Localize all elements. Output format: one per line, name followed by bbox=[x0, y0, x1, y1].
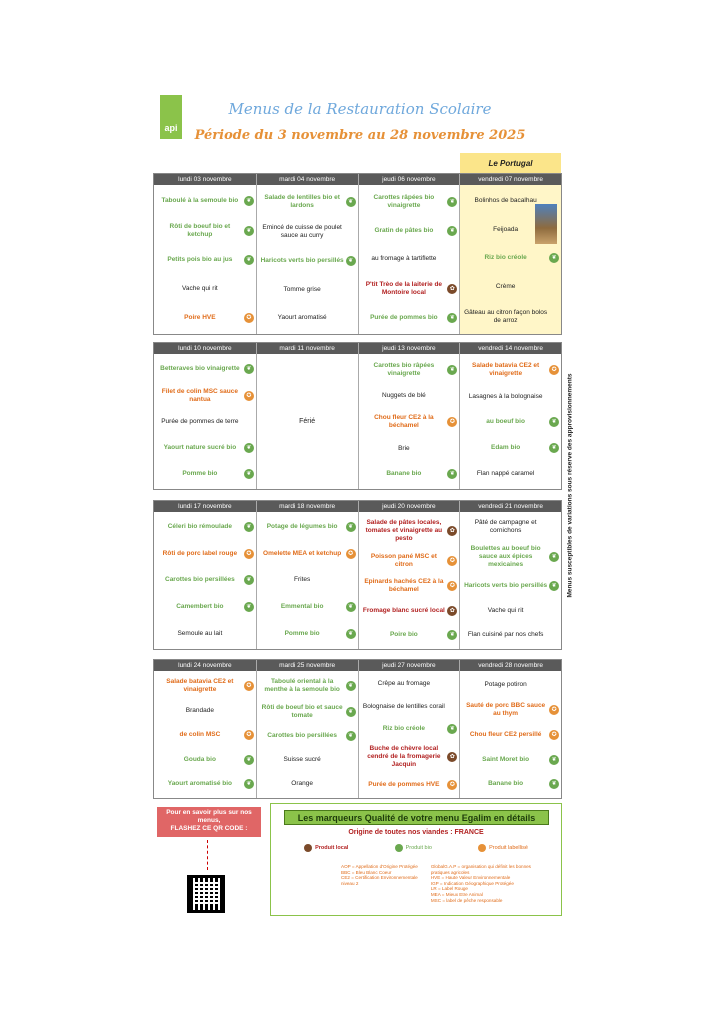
menu-item bbox=[154, 194, 256, 208]
bio-leaf-icon: ❦ bbox=[244, 364, 254, 374]
menu-item-text: Nuggets de blé bbox=[382, 392, 426, 400]
menu-item bbox=[359, 224, 460, 238]
menu-item bbox=[460, 309, 561, 325]
day-column bbox=[459, 660, 561, 798]
menu-item-text: Haricots verts bio persillés bbox=[464, 582, 548, 590]
week-grid bbox=[153, 342, 562, 490]
menu-item bbox=[460, 415, 561, 429]
menu-item bbox=[257, 547, 358, 561]
menu-item-text: Vache qui rit bbox=[487, 606, 524, 614]
menu-item bbox=[154, 600, 256, 614]
menu-item-text: Potage de légumes bio bbox=[266, 523, 338, 531]
menu-item bbox=[359, 677, 460, 691]
menu-item bbox=[359, 722, 460, 736]
menu-items bbox=[257, 185, 358, 334]
menu-item bbox=[460, 441, 561, 455]
legend-label-label: Produit labellisé bbox=[489, 845, 528, 851]
menu-item bbox=[359, 311, 460, 325]
menu-item bbox=[359, 628, 460, 642]
menu-item-text: Tomme grise bbox=[283, 285, 321, 293]
day-column bbox=[256, 174, 358, 334]
menu-item-text: Emmental bio bbox=[280, 603, 324, 611]
menu-item-text: Potage potiron bbox=[484, 681, 527, 689]
menu-item-text: Yaourt aromatisé bio bbox=[167, 779, 233, 787]
bio-leaf-icon: ❦ bbox=[346, 602, 356, 612]
menu-item-text: Banane bio bbox=[386, 470, 422, 478]
bio-leaf-icon: ❦ bbox=[244, 755, 254, 765]
menu-item bbox=[154, 388, 256, 404]
menu-item bbox=[460, 362, 561, 378]
day-header: jeudi 20 novembre bbox=[359, 501, 460, 512]
menu-item bbox=[154, 678, 256, 694]
day-column bbox=[358, 343, 460, 489]
menu-item bbox=[460, 728, 561, 742]
menu-item-text: Salade de lentilles bio et lardons bbox=[264, 194, 340, 210]
menu-item-text: Pâté de campagne et cornichons bbox=[474, 519, 537, 535]
menu-item-text: Epinards hachés CE2 à la béchamel bbox=[364, 578, 444, 594]
label-medal-icon: ✪ bbox=[244, 313, 254, 323]
menu-item bbox=[460, 579, 561, 593]
menu-item bbox=[460, 753, 561, 767]
menu-item bbox=[257, 573, 358, 587]
menu-item-text: Salade de pâtes locales, tomates et vinaigrette au pesto bbox=[365, 518, 443, 542]
menu-item bbox=[460, 467, 561, 481]
legend-origin: Origine de toutes nos viandes : FRANCE bbox=[348, 829, 484, 836]
bio-leaf-icon: ❦ bbox=[447, 365, 457, 375]
menu-item-text: Salade batavia CE2 et vinaigrette bbox=[166, 678, 234, 694]
week-grid bbox=[153, 500, 562, 650]
menu-item-text: Bolognaise de lentilles corail bbox=[362, 702, 445, 710]
menu-item-text: Orange bbox=[291, 780, 313, 788]
menu-items bbox=[257, 512, 358, 649]
menu-item bbox=[154, 441, 256, 455]
menu-item-text: P'tit Trèo de la laiterie de Montoire local bbox=[365, 280, 443, 296]
day-column bbox=[256, 660, 358, 798]
menu-item bbox=[460, 390, 561, 404]
bio-leaf-icon: ❦ bbox=[346, 681, 356, 691]
menu-item-text: Petits pois bio au jus bbox=[167, 256, 233, 264]
day-column bbox=[256, 343, 358, 489]
menu-item bbox=[460, 678, 561, 692]
menu-item-text: Yaourt aromatisé bbox=[277, 313, 327, 321]
menu-item bbox=[257, 627, 358, 641]
menu-item-text: Salade batavia CE2 et vinaigrette bbox=[472, 361, 540, 377]
bio-leaf-icon: ❦ bbox=[346, 197, 356, 207]
menu-item-text: Filet de colin MSC sauce nantua bbox=[161, 387, 238, 403]
menu-item-text: Gouda bio bbox=[183, 755, 216, 763]
menu-item bbox=[359, 467, 460, 481]
menu-item bbox=[154, 547, 256, 561]
menu-item bbox=[359, 578, 460, 594]
menu-item bbox=[359, 389, 460, 403]
info-line-1: Pour en savoir plus sur nos bbox=[166, 809, 252, 816]
menu-item bbox=[154, 728, 256, 742]
label-medal-icon: ✪ bbox=[447, 556, 457, 566]
menu-item bbox=[257, 777, 358, 791]
menu-item-text: Betteraves bio vinaigrette bbox=[160, 364, 240, 372]
bio-leaf-icon bbox=[395, 844, 403, 852]
label-medal-icon bbox=[478, 844, 486, 852]
menu-item-text: Rôti de boeuf bio et ketchup bbox=[169, 222, 231, 238]
menu-item bbox=[154, 311, 256, 325]
menu-item-text: Vache qui rit bbox=[182, 285, 218, 293]
page-title: Menus de la Restauration Scolaire bbox=[228, 100, 492, 118]
menu-item-text: Purée de pommes de terre bbox=[161, 418, 239, 426]
menu-item bbox=[359, 604, 460, 618]
info-line-2: menus, bbox=[197, 817, 221, 824]
menu-item-text: Taboulé à la semoule bio bbox=[161, 197, 239, 205]
day-column bbox=[154, 343, 256, 489]
menu-items bbox=[257, 671, 358, 798]
menu-item bbox=[359, 519, 460, 543]
menu-item-text: Haricots verts bio persillés bbox=[260, 257, 344, 265]
bio-leaf-icon: ❦ bbox=[549, 552, 559, 562]
menu-item-text: Crème bbox=[495, 283, 516, 291]
menu-item bbox=[257, 600, 358, 614]
menu-item bbox=[257, 704, 358, 720]
menu-item bbox=[257, 729, 358, 743]
theme-label: Le Portugal bbox=[460, 153, 561, 173]
menu-item bbox=[460, 604, 561, 618]
day-header: lundi 03 novembre bbox=[154, 174, 256, 185]
local-icon: ✿ bbox=[447, 752, 457, 762]
bio-leaf-icon: ❦ bbox=[244, 779, 254, 789]
legend-title: Les marqueurs Qualité de votre menu Egalim en détails bbox=[284, 810, 549, 825]
menu-item-text: Edam bio bbox=[490, 444, 521, 452]
bio-leaf-icon: ❦ bbox=[244, 602, 254, 612]
bio-leaf-icon: ❦ bbox=[346, 629, 356, 639]
menu-item-text: au fromage à tartiflette bbox=[371, 255, 437, 263]
legend-bio bbox=[395, 844, 432, 852]
bio-leaf-icon: ❦ bbox=[549, 253, 559, 263]
info-line-3: FLASHEZ CE QR CODE : bbox=[170, 825, 248, 832]
menu-item-text: Lasagnes à la bolognaise bbox=[468, 392, 543, 400]
qr-code[interactable] bbox=[187, 875, 225, 913]
bio-leaf-icon: ❦ bbox=[549, 443, 559, 453]
day-header: jeudi 13 novembre bbox=[359, 343, 460, 354]
day-header: vendredi 28 novembre bbox=[460, 660, 561, 671]
bio-leaf-icon: ❦ bbox=[346, 522, 356, 532]
menu-item-text: Flan nappé caramel bbox=[476, 470, 535, 478]
menu-item bbox=[154, 520, 256, 534]
menu-item-text: Feijoada bbox=[493, 225, 519, 233]
menu-items bbox=[154, 512, 256, 649]
menu-item-text: Suisse sucré bbox=[283, 756, 321, 764]
menu-item bbox=[154, 627, 256, 641]
menu-item bbox=[257, 283, 358, 297]
menu-item-text: Yaourt nature sucré bio bbox=[163, 444, 237, 452]
day-column bbox=[459, 174, 561, 334]
week-grid bbox=[153, 173, 562, 335]
day-column bbox=[154, 174, 256, 334]
menu-item-text: Pomme bio bbox=[284, 629, 320, 637]
legend-local bbox=[304, 844, 348, 852]
legend-defs-right: GlobalG.A.P = organisation qui définit les bonnes pratiques agricoles HVE = Haute Valeur Environnementale IGP = Indication Géographique Protégée LR = Label Rouge MEA = Mieux Etre Animal MSC = label de pêche responsable bbox=[430, 864, 531, 903]
period-subtitle: Période du 3 novembre au 28 novembre 2025 bbox=[194, 128, 526, 143]
menu-items bbox=[359, 185, 460, 334]
legend-defs-left: AOP = Appellation d'Origine Protégée BBC = Bleu Blanc Coeur CE2 = Certification Environnementale niveau 2 bbox=[341, 864, 418, 886]
bio-leaf-icon: ❦ bbox=[549, 417, 559, 427]
menu-item-text: Carottes bio râpées vinaigrette bbox=[373, 361, 435, 377]
label-medal-icon: ✪ bbox=[447, 581, 457, 591]
menu-item bbox=[154, 415, 256, 429]
menu-item-text: Fromage blanc sucré local bbox=[362, 607, 445, 615]
menu-item-text: Boulettes au boeuf bio sauce aux épices mexicaines bbox=[470, 545, 541, 569]
bio-leaf-icon: ❦ bbox=[346, 731, 356, 741]
bio-leaf-icon: ❦ bbox=[244, 469, 254, 479]
label-medal-icon: ✪ bbox=[244, 549, 254, 559]
menu-item bbox=[359, 553, 460, 569]
menu-item bbox=[359, 700, 460, 714]
menu-item-text: Poire HVE bbox=[184, 313, 216, 321]
menu-item-text: Taboulé oriental à la menthe à la semoule bio bbox=[264, 677, 340, 693]
menu-item bbox=[359, 281, 460, 297]
menu-item bbox=[154, 362, 256, 376]
menu-item bbox=[257, 194, 358, 210]
legend-label bbox=[478, 844, 528, 852]
legend-local-label: Produit local bbox=[315, 845, 349, 851]
menu-item bbox=[154, 704, 256, 718]
menu-item bbox=[460, 519, 561, 535]
menu-item-text: Camembert bio bbox=[176, 603, 224, 611]
menu-item bbox=[257, 678, 358, 694]
day-column bbox=[459, 501, 561, 649]
menu-item bbox=[154, 282, 256, 296]
menu-item bbox=[257, 311, 358, 325]
bio-leaf-icon: ❦ bbox=[244, 226, 254, 236]
bio-leaf-icon: ❦ bbox=[447, 724, 457, 734]
menu-item bbox=[257, 520, 358, 534]
menu-item bbox=[460, 545, 561, 569]
menu-item bbox=[154, 253, 256, 267]
bio-leaf-icon: ❦ bbox=[244, 196, 254, 206]
menu-item-text: Riz bio créole bbox=[382, 725, 425, 733]
menu-item bbox=[154, 573, 256, 587]
menu-item-text: Rôti de porc label rouge bbox=[162, 549, 238, 557]
menu-item-text: Banane bio bbox=[488, 779, 524, 787]
bio-leaf-icon: ❦ bbox=[244, 522, 254, 532]
menu-item bbox=[257, 254, 358, 268]
menu-item bbox=[154, 223, 256, 239]
day-header: vendredi 07 novembre bbox=[460, 174, 561, 185]
menu-item-text: Purée de pommes HVE bbox=[368, 780, 440, 788]
bio-leaf-icon: ❦ bbox=[447, 226, 457, 236]
day-column bbox=[154, 660, 256, 798]
label-medal-icon: ✪ bbox=[549, 365, 559, 375]
menu-item bbox=[460, 702, 561, 718]
menu-item-text: de colin MSC bbox=[179, 731, 221, 739]
menu-item-text: Pomme bio bbox=[182, 470, 218, 478]
menu-items bbox=[359, 512, 460, 649]
day-header: jeudi 27 novembre bbox=[359, 660, 460, 671]
menu-item-text: Brie bbox=[398, 444, 410, 452]
menu-item bbox=[257, 753, 358, 767]
label-medal-icon: ✪ bbox=[244, 391, 254, 401]
menu-item-text: Frites bbox=[294, 576, 311, 584]
day-header: jeudi 06 novembre bbox=[359, 174, 460, 185]
side-note-text: Menus susceptibles de variations sous réserve des approvisionnements bbox=[566, 373, 574, 597]
legend-markers bbox=[281, 844, 551, 852]
bio-leaf-icon: ❦ bbox=[447, 197, 457, 207]
bio-leaf-icon: ❦ bbox=[244, 443, 254, 453]
bio-leaf-icon: ❦ bbox=[346, 707, 356, 717]
day-header: lundi 24 novembre bbox=[154, 660, 256, 671]
day-header: mardi 25 novembre bbox=[257, 660, 358, 671]
menu-item bbox=[359, 252, 460, 266]
local-icon bbox=[304, 844, 312, 852]
day-column bbox=[256, 501, 358, 649]
menu-items bbox=[154, 185, 256, 334]
menu-item bbox=[257, 224, 358, 240]
bio-leaf-icon: ❦ bbox=[549, 779, 559, 789]
label-medal-icon: ✪ bbox=[244, 730, 254, 740]
menu-item-text: Semoule au lait bbox=[177, 629, 223, 637]
local-icon: ✿ bbox=[447, 526, 457, 536]
bio-leaf-icon: ❦ bbox=[549, 581, 559, 591]
day-header: mardi 18 novembre bbox=[257, 501, 358, 512]
week-grid bbox=[153, 659, 562, 799]
bio-leaf-icon: ❦ bbox=[549, 755, 559, 765]
legend-definitions bbox=[341, 864, 551, 903]
local-icon: ✿ bbox=[447, 606, 457, 616]
day-header: mardi 11 novembre bbox=[257, 343, 358, 354]
menu-items bbox=[460, 671, 561, 798]
menu-items bbox=[257, 354, 358, 489]
day-header: vendredi 14 novembre bbox=[460, 343, 561, 354]
menu-item-text: Sauté de porc BBC sauce au thym bbox=[466, 702, 546, 718]
menu-item-text: Chou fleur CE2 persillé bbox=[469, 731, 542, 739]
day-column bbox=[459, 343, 561, 489]
menu-item-text: Poire bio bbox=[389, 631, 418, 639]
menu-item-text: Riz bio créole bbox=[484, 254, 527, 262]
bio-leaf-icon: ❦ bbox=[447, 469, 457, 479]
bio-leaf-icon: ❦ bbox=[244, 255, 254, 265]
menu-item-text: Omelette MEA et ketchup bbox=[263, 549, 342, 557]
label-medal-icon: ✪ bbox=[447, 780, 457, 790]
menu-item-text: Buche de chèvre local cendré de la fromagerie Jacquin bbox=[367, 745, 441, 769]
menu-item-text: Gâteau au citron façon bolos de arroz bbox=[464, 308, 548, 324]
menu-item-text: Carottes bio persillées bbox=[165, 576, 235, 584]
menu-item bbox=[460, 280, 561, 294]
arrow-down-icon bbox=[207, 840, 208, 870]
menu-item-text: Brandade bbox=[185, 707, 214, 715]
menu-item bbox=[154, 777, 256, 791]
qr-info-box bbox=[157, 807, 261, 837]
bio-leaf-icon: ❦ bbox=[346, 256, 356, 266]
menu-item-text: Emincé de cuisse de poulet sauce au curry bbox=[262, 224, 342, 240]
day-header: vendredi 21 novembre bbox=[460, 501, 561, 512]
bio-leaf-icon: ❦ bbox=[447, 313, 457, 323]
menu-item-text: Flan cuisiné par nos chefs bbox=[467, 630, 544, 638]
menu-item bbox=[154, 753, 256, 767]
menu-items bbox=[154, 354, 256, 489]
menu-items bbox=[359, 671, 460, 798]
day-header: mardi 04 novembre bbox=[257, 174, 358, 185]
holiday-label: Férié bbox=[299, 418, 316, 425]
menu-items bbox=[460, 354, 561, 489]
menu-item-text: Chou fleur CE2 à la béchamel bbox=[374, 414, 434, 430]
menu-item-text: Carottes bio persillées bbox=[267, 732, 337, 740]
logo bbox=[160, 95, 182, 139]
day-column bbox=[358, 501, 460, 649]
day-column bbox=[358, 660, 460, 798]
menu-item bbox=[359, 745, 460, 769]
menu-item-text: Purée de pommes bio bbox=[370, 313, 438, 321]
logo-text: api bbox=[164, 123, 178, 133]
menu-item-text: Rôti de boeuf bio et sauce tomate bbox=[261, 703, 343, 719]
legend-box bbox=[270, 803, 562, 916]
day-column bbox=[154, 501, 256, 649]
menu-item-text: Saint Moret bio bbox=[482, 755, 530, 763]
menu-item bbox=[359, 414, 460, 430]
menu-item bbox=[154, 467, 256, 481]
bio-leaf-icon: ❦ bbox=[447, 630, 457, 640]
bio-leaf-icon: ❦ bbox=[244, 575, 254, 585]
portugal-photo bbox=[535, 204, 557, 244]
menu-item-text: Carottes râpées bio vinaigrette bbox=[373, 194, 435, 210]
menu-item bbox=[460, 628, 561, 642]
menu-item bbox=[460, 251, 561, 265]
day-header: lundi 17 novembre bbox=[154, 501, 256, 512]
menu-item-text: Crêpe au fromage bbox=[377, 680, 431, 688]
menu-items bbox=[359, 354, 460, 489]
menu-items bbox=[460, 512, 561, 649]
menu-item bbox=[359, 362, 460, 378]
menu-items bbox=[154, 671, 256, 798]
menu-item bbox=[359, 442, 460, 456]
menu-item bbox=[460, 777, 561, 791]
menu-item-text: Poisson pané MSC et citron bbox=[370, 552, 437, 568]
menu-item-text: Gratin de pâtes bio bbox=[374, 227, 434, 235]
label-medal-icon: ✪ bbox=[549, 730, 559, 740]
local-icon: ✿ bbox=[447, 284, 457, 294]
menu-item-text: au boeuf bio bbox=[486, 418, 525, 426]
day-header: lundi 10 novembre bbox=[154, 343, 256, 354]
label-medal-icon: ✪ bbox=[549, 705, 559, 715]
side-note bbox=[560, 360, 580, 610]
menu-item-text: Bolinhos de bacalhau bbox=[474, 197, 537, 205]
label-medal-icon: ✪ bbox=[346, 549, 356, 559]
legend-bio-label: Produit bio bbox=[405, 845, 432, 851]
day-column bbox=[358, 174, 460, 334]
menu-item bbox=[359, 194, 460, 210]
menu-item bbox=[359, 778, 460, 792]
label-medal-icon: ✪ bbox=[447, 417, 457, 427]
label-medal-icon: ✪ bbox=[244, 681, 254, 691]
menu-item-text: Céleri bio rémoulade bbox=[167, 523, 233, 531]
